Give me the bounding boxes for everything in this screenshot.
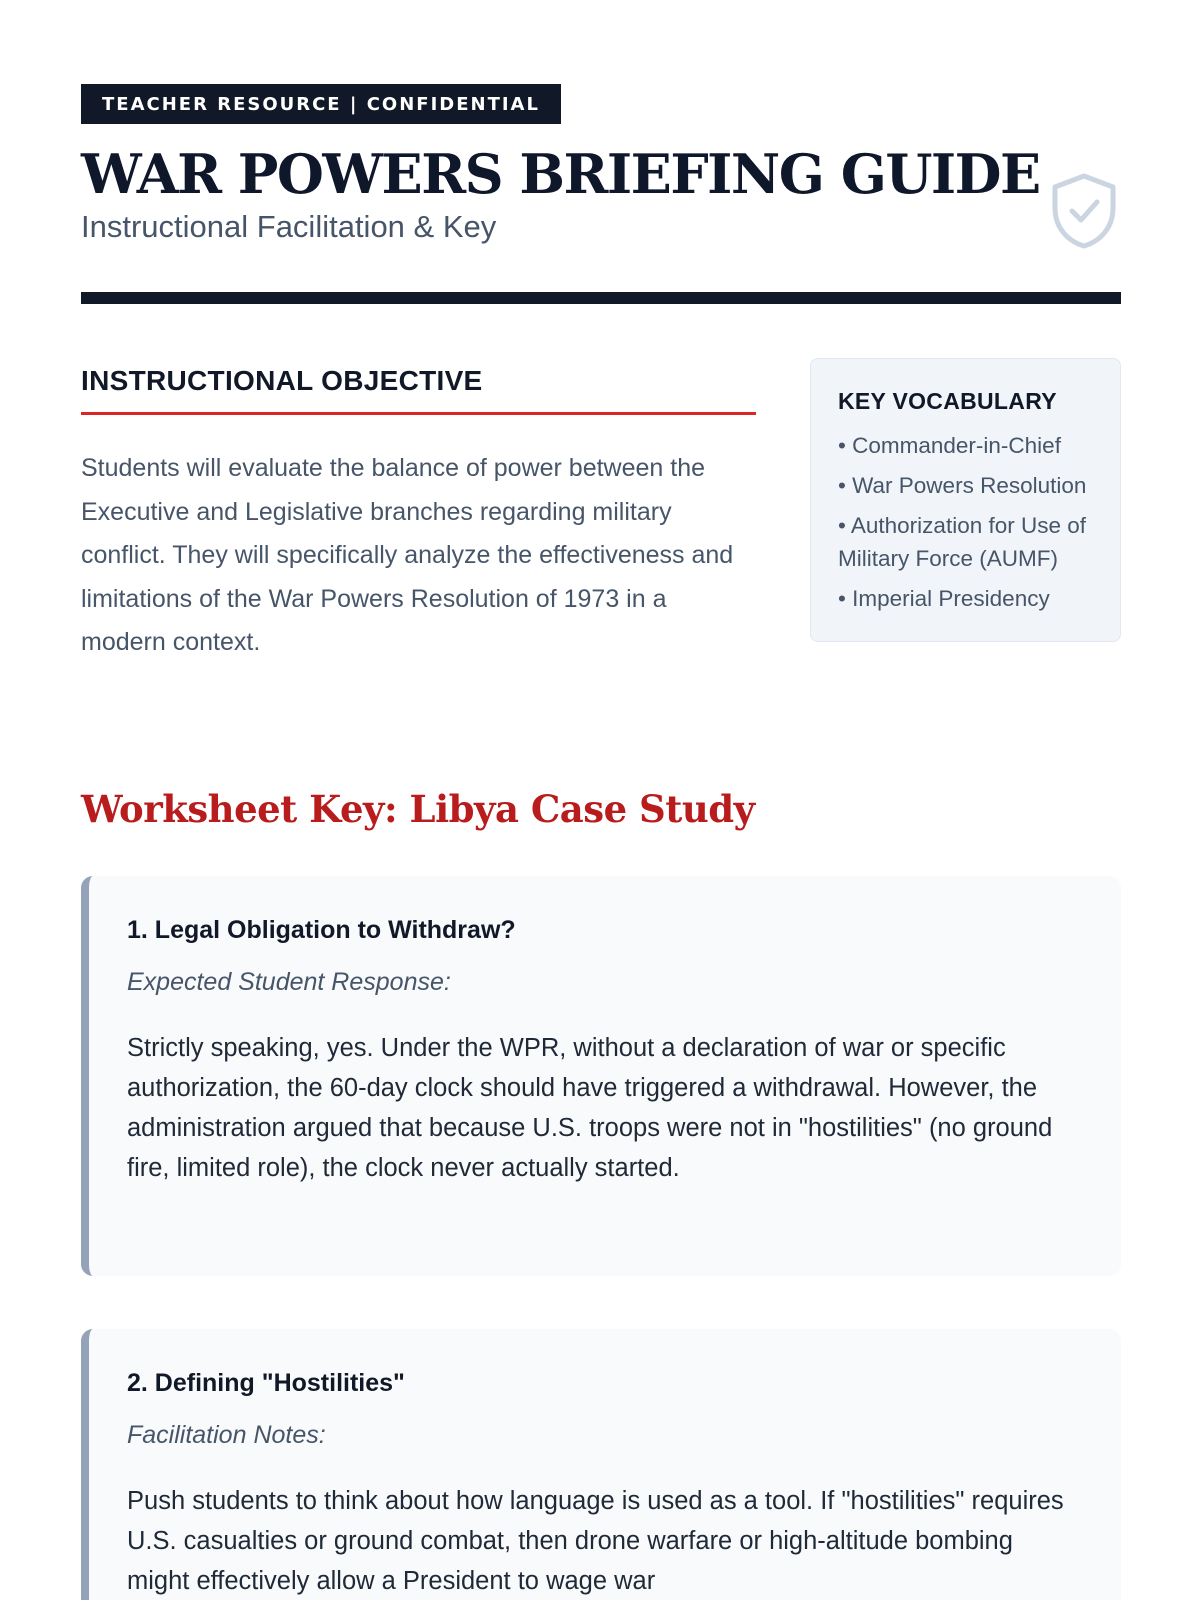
response-text: Strictly speaking, yes. Under the WPR, without a declaration of war or specific authorization, the 60-day clock should have triggered a withdrawal. However, the administration argued that because U.S. troops were not in "hostilities" (no ground fire, limited role), the clock never actually started. — [127, 1034, 1053, 1182]
confidential-tag: TEACHER RESOURCE | CONFIDENTIAL — [81, 84, 561, 124]
question-title: 2. Defining "Hostilities" — [127, 1369, 405, 1397]
vocabulary-heading: KEY VOCABULARY — [838, 388, 1057, 414]
shield-check-icon — [1049, 172, 1119, 250]
worksheet-key-title: Worksheet Key: Libya Case Study — [81, 787, 755, 831]
objective-text: Students will evaluate the balance of power between the Executive and Legislative branches regarding military conflict. They will specifically analyze the effectiveness and limitations of the War Powers Resolution of 1973 in a modern context. — [81, 454, 734, 656]
objective-heading: INSTRUCTIONAL OBJECTIVE — [81, 364, 756, 415]
page-title: WAR POWERS BRIEFING GUIDE — [81, 142, 1040, 206]
question-title: 1. Legal Obligation to Withdraw? — [127, 916, 516, 944]
question-card — [81, 1329, 1121, 1600]
header-divider — [81, 292, 1121, 304]
briefing-guide-page — [81, 84, 1121, 1595]
instructional-objective — [81, 364, 756, 665]
vocabulary-item: • Commander-in-Chief — [838, 433, 1061, 458]
response-text: Push students to think about how language is used as a tool. If "hostilities" requires U.S. casualties or ground combat, then drone warfare or high-altitude bombing might effectively allow a President to wage war — [127, 1487, 1064, 1595]
response-label: Expected Student Response: — [127, 968, 451, 996]
page-subtitle: Instructional Facilitation & Key — [81, 209, 497, 244]
vocabulary-item: • War Powers Resolution — [838, 473, 1087, 498]
response-label: Facilitation Notes: — [127, 1421, 326, 1449]
vocabulary-item: • Authorization for Use of Military Force (AUMF) — [838, 513, 1087, 571]
vocabulary-item: • Imperial Presidency — [838, 586, 1050, 611]
key-vocabulary-box — [810, 358, 1121, 642]
question-card — [81, 876, 1121, 1276]
